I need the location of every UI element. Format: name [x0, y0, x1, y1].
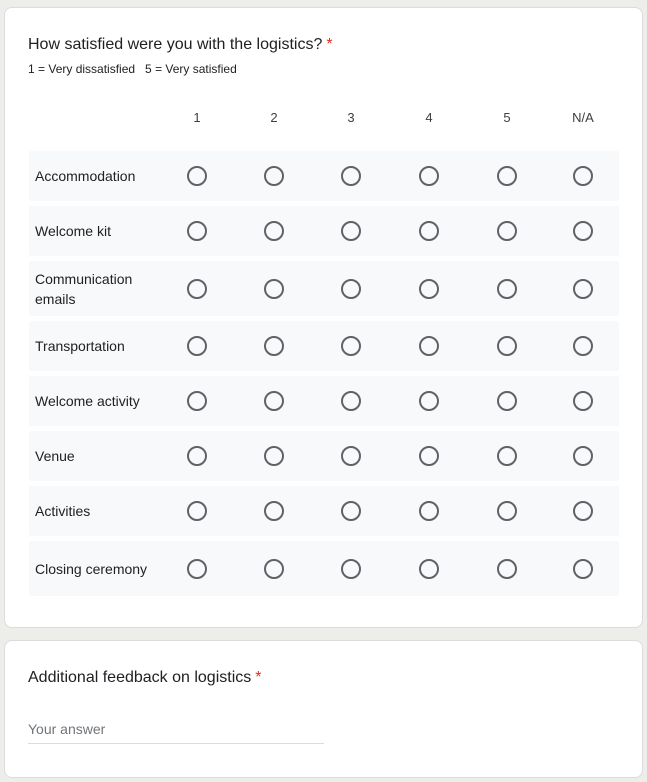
row-label: Accommodation: [35, 168, 136, 184]
grid-row-welcome-kit: [29, 206, 619, 256]
radio-welcome-activity-4[interactable]: [419, 391, 439, 411]
radio-closing-ceremony-na[interactable]: [573, 559, 593, 579]
radio-venue-4[interactable]: [419, 446, 439, 466]
question-description: 1 = Very dissatisfied 5 = Very satisfied: [28, 62, 237, 76]
radio-welcome-activity-5[interactable]: [497, 391, 517, 411]
radio-welcome-kit-4[interactable]: [419, 221, 439, 241]
required-asterisk: *: [255, 669, 262, 686]
row-label: Welcome activity: [35, 393, 140, 409]
radio-welcome-kit-2[interactable]: [264, 221, 284, 241]
radio-communication-emails-5[interactable]: [497, 279, 517, 299]
grid-row-transportation: [29, 321, 619, 371]
radio-transportation-na[interactable]: [573, 336, 593, 356]
radio-accommodation-4[interactable]: [419, 166, 439, 186]
answer-input[interactable]: [28, 721, 324, 744]
radio-welcome-kit-5[interactable]: [497, 221, 517, 241]
column-header-2: 2: [270, 110, 278, 125]
radio-accommodation-na[interactable]: [573, 166, 593, 186]
question-title-text: How satisfied were you with the logistics?: [28, 36, 323, 53]
row-label: Activities: [35, 503, 91, 519]
radio-activities-5[interactable]: [497, 501, 517, 521]
radio-transportation-1[interactable]: [187, 336, 207, 356]
column-header-5: 5: [503, 110, 511, 125]
choice-grid: [29, 108, 619, 577]
row-label: Communication emails: [35, 270, 133, 307]
radio-closing-ceremony-5[interactable]: [497, 559, 517, 579]
radio-welcome-activity-2[interactable]: [264, 391, 284, 411]
grid-row-venue: [29, 431, 619, 481]
radio-welcome-kit-1[interactable]: [187, 221, 207, 241]
question-title: [28, 669, 261, 687]
grid-row-communication-emails: [29, 261, 619, 316]
radio-venue-5[interactable]: [497, 446, 517, 466]
radio-welcome-kit-3[interactable]: [341, 221, 361, 241]
radio-communication-emails-na[interactable]: [573, 279, 593, 299]
radio-transportation-4[interactable]: [419, 336, 439, 356]
row-label: Venue: [35, 448, 75, 464]
grid-row-welcome-activity: [29, 376, 619, 426]
question-title-text: Additional feedback on logistics: [28, 669, 252, 686]
radio-activities-2[interactable]: [264, 501, 284, 521]
radio-communication-emails-4[interactable]: [419, 279, 439, 299]
required-asterisk: *: [326, 36, 333, 53]
radio-welcome-activity-na[interactable]: [573, 391, 593, 411]
radio-venue-na[interactable]: [573, 446, 593, 466]
radio-transportation-5[interactable]: [497, 336, 517, 356]
row-label: Transportation: [35, 338, 125, 354]
grid-row-closing-ceremony: [29, 541, 619, 596]
row-label: Closing ceremony: [35, 560, 148, 577]
radio-activities-4[interactable]: [419, 501, 439, 521]
radio-venue-1[interactable]: [187, 446, 207, 466]
grid-row-accommodation: [29, 151, 619, 201]
radio-communication-emails-3[interactable]: [341, 279, 361, 299]
radio-welcome-kit-na[interactable]: [573, 221, 593, 241]
radio-accommodation-1[interactable]: [187, 166, 207, 186]
grid-column-headers: [29, 108, 619, 144]
radio-welcome-activity-3[interactable]: [341, 391, 361, 411]
radio-accommodation-3[interactable]: [341, 166, 361, 186]
radio-closing-ceremony-1[interactable]: [187, 559, 207, 579]
radio-transportation-2[interactable]: [264, 336, 284, 356]
radio-venue-2[interactable]: [264, 446, 284, 466]
radio-welcome-activity-1[interactable]: [187, 391, 207, 411]
radio-accommodation-2[interactable]: [264, 166, 284, 186]
radio-transportation-3[interactable]: [341, 336, 361, 356]
radio-activities-1[interactable]: [187, 501, 207, 521]
radio-communication-emails-2[interactable]: [264, 279, 284, 299]
radio-closing-ceremony-3[interactable]: [341, 559, 361, 579]
column-header-1: 1: [193, 110, 201, 125]
radio-venue-3[interactable]: [341, 446, 361, 466]
question-title: [28, 36, 333, 54]
column-header-3: 3: [347, 110, 355, 125]
radio-accommodation-5[interactable]: [497, 166, 517, 186]
feedback-question-card: [4, 640, 643, 778]
row-label: Welcome kit: [35, 223, 111, 239]
column-header-na: N/A: [572, 110, 594, 125]
radio-communication-emails-1[interactable]: [187, 279, 207, 299]
grid-row-activities: [29, 486, 619, 536]
radio-activities-na[interactable]: [573, 501, 593, 521]
radio-closing-ceremony-4[interactable]: [419, 559, 439, 579]
grid-question-card: [4, 7, 643, 628]
radio-activities-3[interactable]: [341, 501, 361, 521]
column-header-4: 4: [425, 110, 433, 125]
radio-closing-ceremony-2[interactable]: [264, 559, 284, 579]
